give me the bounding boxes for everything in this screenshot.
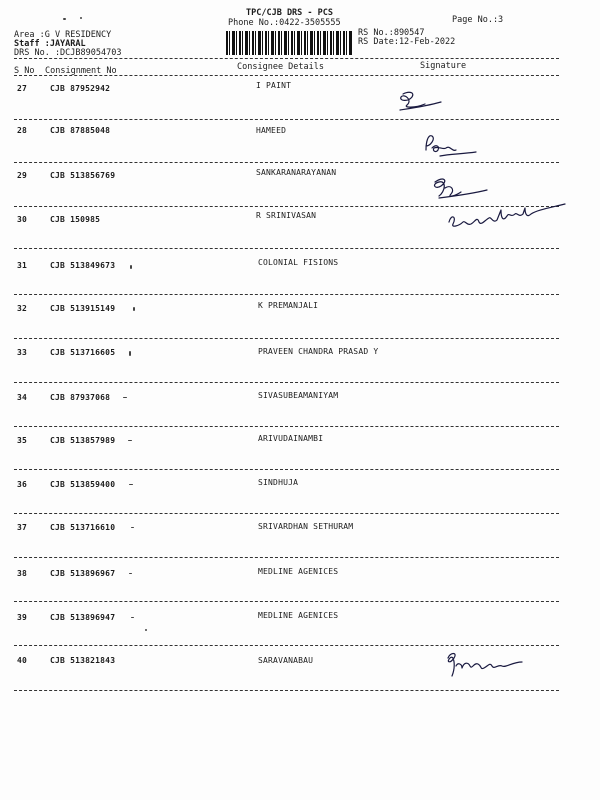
row-sno: 31 [17, 261, 28, 270]
row-divider [14, 294, 559, 295]
column-header-sno: S No [14, 66, 35, 76]
row-consignee: SANKARANARAYANAN [256, 168, 337, 177]
row-divider [14, 426, 559, 427]
row-consignment-no: CJB 513821843 [50, 656, 116, 665]
row-consignee: K PREMANJALI [258, 301, 319, 310]
row-divider [14, 690, 559, 691]
row-sno: 35 [17, 436, 28, 445]
scan-speck [80, 17, 82, 19]
row-consignment-no: CJB 513896967 [50, 569, 116, 578]
row-sno: 28 [17, 126, 28, 135]
row-consignment-no: CJB 87937068 [50, 393, 111, 402]
pen-tick-mark [130, 265, 132, 269]
row-divider [14, 162, 559, 163]
row-consignment-no: CJB 150985 [50, 215, 101, 224]
row-consignee: SINDHUJA [258, 478, 299, 487]
row-sno: 33 [17, 348, 28, 357]
row-divider [14, 119, 559, 120]
scan-speck [63, 18, 66, 20]
pen-tick-mark [131, 617, 134, 618]
page-number: Page No.:3 [452, 15, 504, 25]
column-header-consignment: Consignment No [45, 66, 117, 76]
row-sno: 40 [17, 656, 28, 665]
row-sno: 29 [17, 171, 28, 180]
row-consignment-no: CJB 513857989 [50, 436, 116, 445]
row-consignee: COLONIAL FISIONS [258, 258, 339, 267]
column-header-divider [14, 75, 559, 76]
signature-row-40 [442, 648, 527, 683]
pen-tick-mark [131, 527, 134, 528]
row-sno: 39 [17, 613, 28, 622]
row-divider [14, 601, 559, 602]
row-consignment-no: CJB 513859400 [50, 480, 116, 489]
signature-row-30 [445, 200, 570, 235]
row-divider [14, 248, 559, 249]
phone-number: Phone No.:0422-3505555 [228, 18, 341, 28]
rs-number: RS No.:890547 [358, 28, 425, 38]
row-sno: 32 [17, 304, 28, 313]
row-divider [14, 513, 559, 514]
row-consignee: MEDLINE AGENICES [258, 611, 339, 620]
pen-tick-mark [128, 440, 132, 441]
column-header-consignee: Consignee Details [237, 62, 324, 72]
document-title: TPC/CJB DRS - PCS [246, 8, 333, 18]
row-consignment-no: CJB 513849673 [50, 261, 116, 270]
row-consignee: R SRINIVASAN [256, 211, 317, 220]
row-consignment-no: CJB 513716610 [50, 523, 116, 532]
pen-tick-mark [145, 629, 147, 631]
row-divider [14, 557, 559, 558]
barcode [226, 31, 352, 55]
row-consignee: SRIVARDHAN SETHURAM [258, 522, 354, 531]
row-consignee: I PAINT [256, 81, 292, 90]
row-consignee: SIVASUBEAMANIYAM [258, 391, 339, 400]
drs-number: DRS No. :DCJB89054703 [14, 48, 122, 58]
staff-field: Staff :JAYARAL [14, 39, 86, 49]
row-divider [14, 645, 559, 646]
row-consignee: SARAVANABAU [258, 656, 314, 665]
pen-tick-mark [133, 307, 135, 311]
row-divider [14, 338, 559, 339]
pen-tick-mark [129, 573, 132, 574]
column-header-signature: Signature [420, 61, 467, 71]
row-consignee: PRAVEEN CHANDRA PRASAD Y [258, 347, 379, 356]
area-field: Area :G V RESIDENCY [14, 30, 112, 40]
row-sno: 30 [17, 215, 28, 224]
signature-row-28 [420, 130, 480, 160]
header-divider [14, 58, 559, 59]
row-consignment-no: CJB 513896947 [50, 613, 116, 622]
pen-tick-mark [129, 351, 131, 356]
row-sno: 27 [17, 84, 28, 93]
row-consignment-no: CJB 87952942 [50, 84, 111, 93]
row-consignee: MEDLINE AGENICES [258, 567, 339, 576]
row-consignee: HAMEED [256, 126, 287, 135]
row-divider [14, 382, 559, 383]
pen-tick-mark [123, 397, 127, 398]
row-consignment-no: CJB 87885048 [50, 126, 111, 135]
row-consignment-no: CJB 513915149 [50, 304, 116, 313]
row-sno: 34 [17, 393, 28, 402]
row-consignee: ARIVUDAINAMBI [258, 434, 324, 443]
row-divider [14, 469, 559, 470]
row-sno: 37 [17, 523, 28, 532]
row-sno: 38 [17, 569, 28, 578]
row-sno: 36 [17, 480, 28, 489]
signature-row-27 [395, 88, 450, 114]
row-consignment-no: CJB 513856769 [50, 171, 116, 180]
pen-tick-mark [129, 484, 133, 485]
rs-date: RS Date:12-Feb-2022 [358, 37, 456, 47]
row-consignment-no: CJB 513716605 [50, 348, 116, 357]
